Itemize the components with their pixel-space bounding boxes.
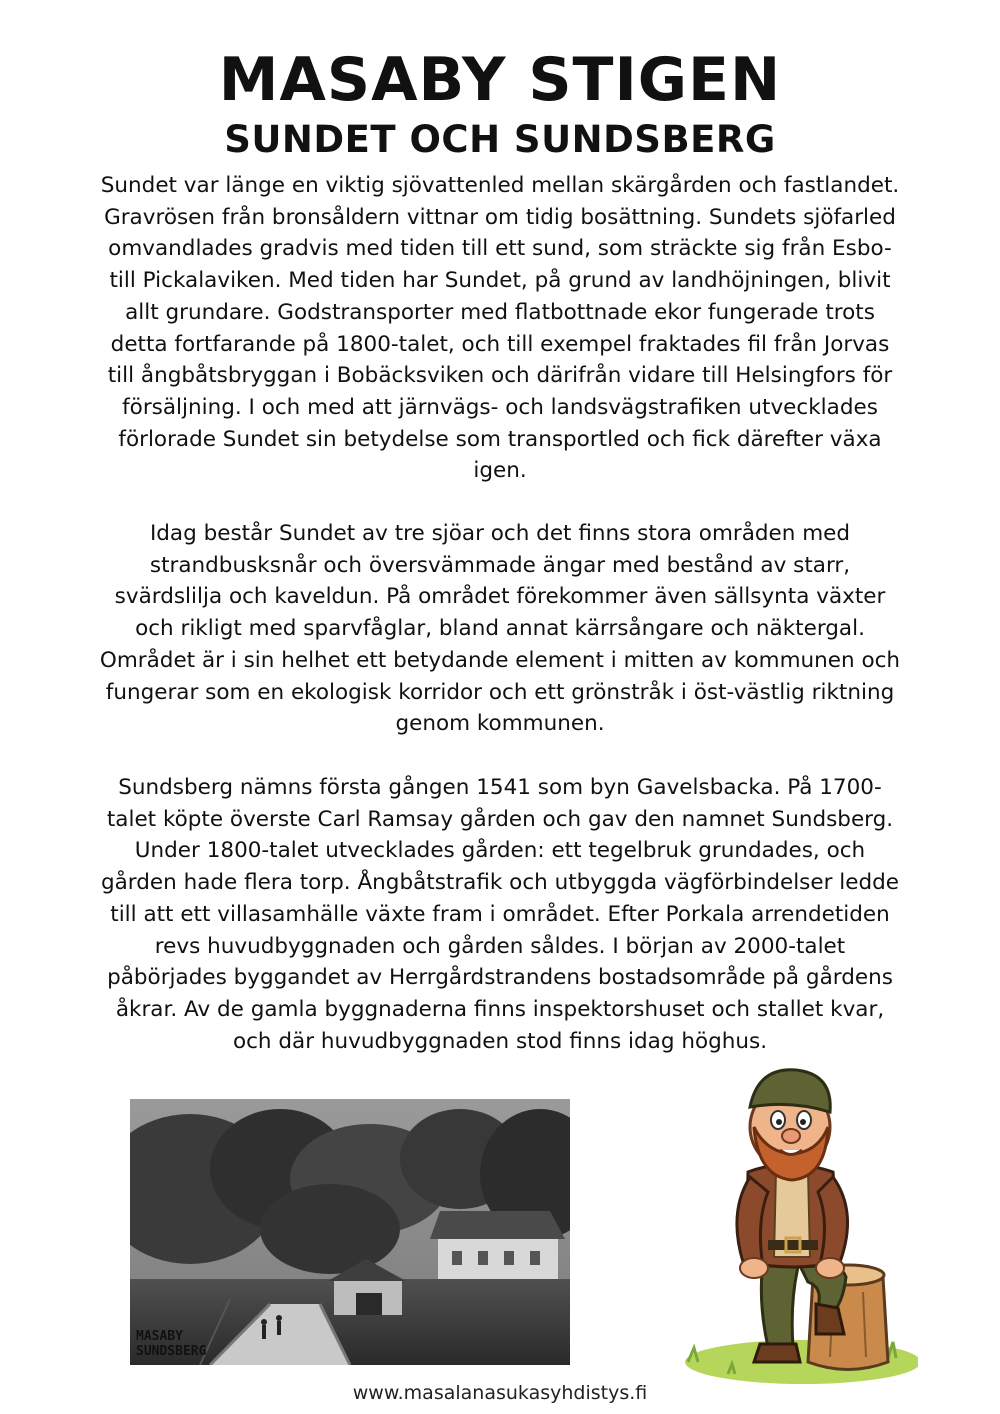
page-subtitle: SUNDET OCH SUNDSBERG — [224, 118, 776, 161]
mascot-illustration — [668, 1062, 918, 1392]
bearded-man-on-stump-illustration — [668, 1062, 918, 1392]
footer-url: www.masalanasukasyhdistys.fi — [352, 1382, 648, 1404]
paragraph-sundet-history: Sundet var länge en viktig sjövattenled mellan skärgården och fastlandet. Gravrösen från bronsåldern vittnar om tidig bosättning. Sundets sjöfarled omvandlades gradvis med tiden till ett sund, som sträckte sig från Esbo- till Pickalaviken. Med tiden har Sundet, på grund av landhöjningen, blivit allt grundare. Godstransporter med flatbottnade ekor fungerade trots detta fortfarande på 1800-talet, och till exempel fraktades fil från Jorvas till ångbåtsbryggan i Bobäcksviken och därifrån vidare till Helsingfors för försäljning. I och med att järnvägs- och landsvägstrafiken utvecklades förlorade Sundet sin betydelse som transportled och fick därefter växa igen. — [100, 173, 900, 484]
photo-caption: MASABY SUNDSBERG — [136, 1329, 207, 1359]
historical-photo-illustration — [130, 1099, 570, 1365]
page-title: MASABY STIGEN — [218, 45, 782, 115]
paragraph-sundet-today: Idag består Sundet av tre sjöar och det finns stora områden med strandbusksnår och översvämmade ängar med bestånd av starr, svärdslilja och kaveldun. På området förekommer även sällsynta växter och rikligt med sparvfåglar, bland annat kärrsångare och näktergal. Området är i sin helhet ett betydande element i mitten av kommunen och fungerar som en ekologisk korridor och ett grönstråk i öst-västlig riktning genom kommunen. — [99, 521, 901, 737]
paragraph-sundsberg: Sundsberg nämns första gången 1541 som byn Gavelsbacka. På 1700-talet köpte överste Carl Ramsay gården och gav den namnet Sundsberg. Under 1800-talet utvecklades gården: ett tegelbruk grundades, och gården hade flera torp. Ångbåtstrafik och utbyggda vägförbindelser ledde till att ett villasamhälle växte fram i området. Efter Porkala arrendetiden revs huvudbyggnaden och gården såldes. I början av 2000-talet påbörjades byggandet av Herrgårdstrandens bostadsområde på gårdens åkrar. Av de gamla byggnaderna finns inspektorshuset och stallet kvar, och där huvudbyggnaden stod finns idag höghus. — [100, 775, 900, 1054]
historical-photo — [130, 1099, 570, 1365]
